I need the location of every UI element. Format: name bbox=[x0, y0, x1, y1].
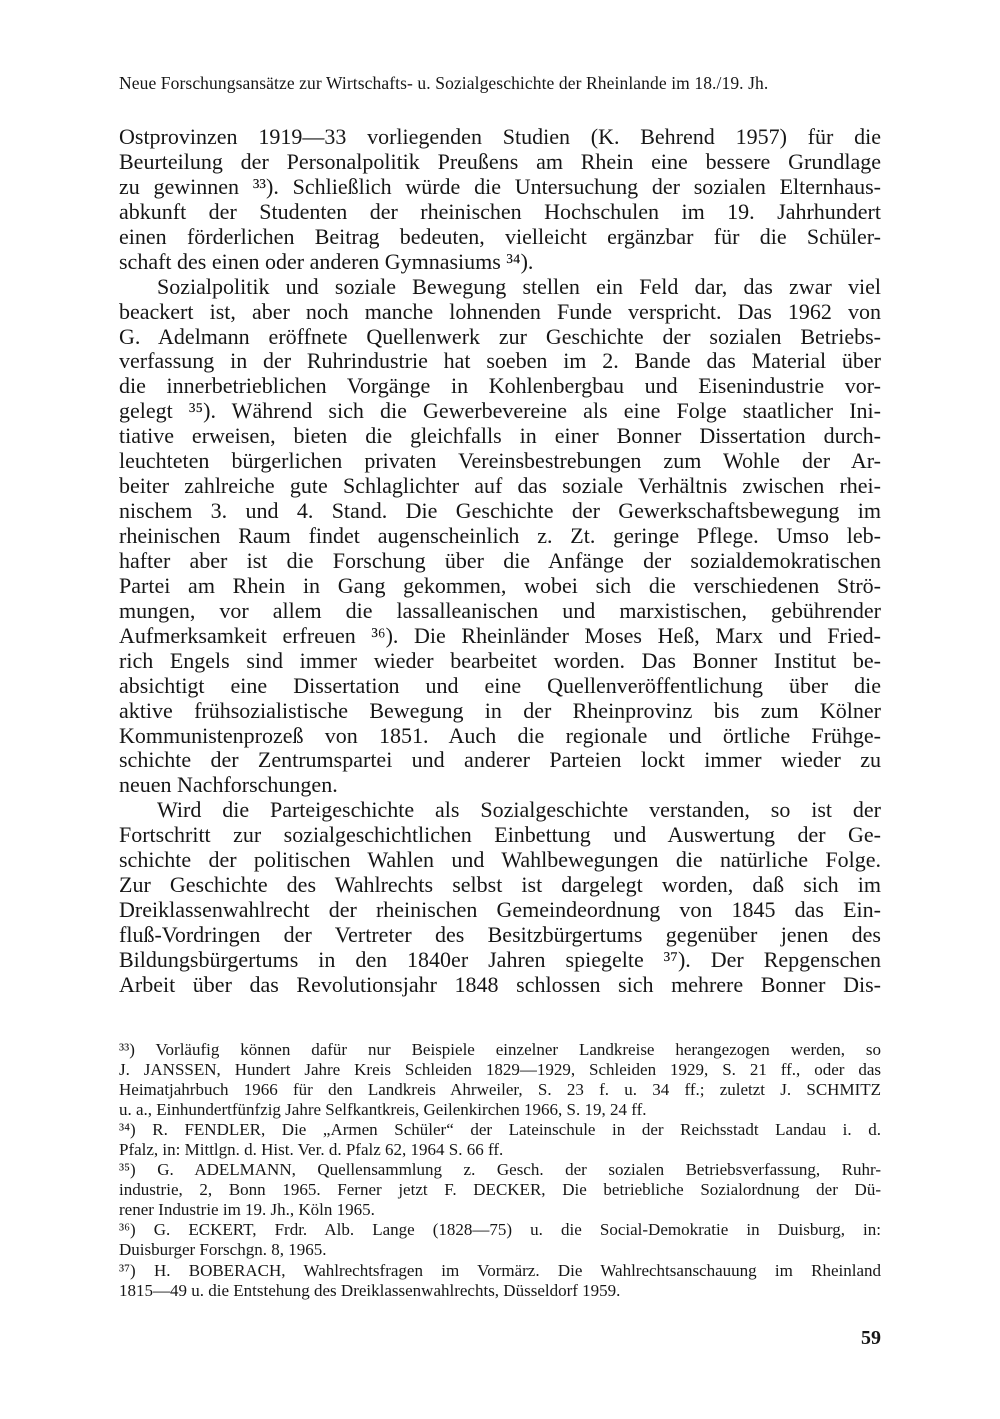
footnote-line: industrie, 2, Bonn 1965. Ferner jetzt F. DECKER, Die betriebliche Sozialordnung der Dü- bbox=[119, 1180, 881, 1200]
footnote-line: 1815—49 u. die Entstehung des Dreiklassenwahlrechts, Düsseldorf 1959. bbox=[119, 1280, 621, 1300]
text-line: hafter aber ist die Forschung über die Anfänge der sozialdemokratischen bbox=[119, 548, 881, 573]
text-line: neuen Nachforschungen. bbox=[119, 773, 338, 798]
text-line: Beurteilung der Personalpolitik Preußens am Rhein eine bessere Grundlage bbox=[119, 149, 881, 174]
footnote-line: ³³) Vorläufig können dafür nur Beispiele einzelner Landkreise herangezogen werden, so bbox=[119, 1040, 881, 1059]
text-line: Fortschritt zur sozialgeschichtlichen Einbettung und Auswertung der Ge- bbox=[119, 823, 881, 848]
text-line: beiter zahlreiche gute Schlaglichter auf das soziale Verhältnis zwischen rhei- bbox=[119, 474, 881, 499]
text-line: beackert ist, aber noch manche lohnenden Funde verspricht. Das 1962 von bbox=[119, 299, 881, 324]
text-line: Aufmerksamkeit erfreuen ³⁶). Die Rheinländer Moses Heß, Marx und Fried- bbox=[119, 623, 881, 648]
text-line: leuchteten bürgerlichen privaten Vereinsbestrebungen zum Wohle der Ar- bbox=[119, 449, 881, 474]
footnote-line: Duisburger Forschgn. 8, 1965. bbox=[119, 1240, 327, 1260]
footnote-line: ³⁵) G. ADELMANN, Quellensammlung z. Gesch. der sozialen Betriebsverfassung, Ruhr- bbox=[119, 1160, 881, 1180]
text-line: abkunft der Studenten der rheinischen Hochschulen im 19. Jahrhundert bbox=[119, 199, 881, 224]
main-text bbox=[119, 125, 881, 998]
running-head: Neue Forschungsansätze zur Wirtschafts- u. Sozialgeschichte der Rheinlande im 18./19. Jh. bbox=[119, 73, 769, 93]
text-line: einen förderlichen Beitrag bedeuten, vielleicht ergänzbar für die Schüler- bbox=[119, 224, 881, 249]
footnote-line: ³⁶) G. ECKERT, Frdr. Alb. Lange (1828—75) u. die Social-Demokratie in Duisburg, in: bbox=[119, 1220, 881, 1240]
footnote-line: Pfalz, in: Mittlgn. d. Hist. Ver. d. Pfalz 62, 1964 S. 66 ff. bbox=[119, 1140, 504, 1160]
text-line: rheinischen Raum findet augenscheinlich z. Zt. geringe Pflege. Umso leb- bbox=[119, 524, 881, 548]
footnote-line: ³⁷) H. BOBERACH, Wahlrechtsfragen im Vormärz. Die Wahlrechtsanschauung im Rheinland bbox=[119, 1260, 881, 1280]
text-line: fluß-Vordringen der Vertreter des Besitzbürgertums gegenüber jenen des bbox=[119, 923, 881, 947]
page-number: 59 bbox=[861, 1327, 881, 1349]
text-line: schaft des einen oder anderen Gymnasiums ³⁴). bbox=[119, 249, 534, 274]
text-line: G. Adelmann eröffnete Quellenwerk zur Geschichte der sozialen Betriebs- bbox=[119, 324, 881, 349]
text-line: Arbeit über das Revolutionsjahr 1848 schlossen sich mehrere Bonner Dis- bbox=[119, 972, 881, 997]
text-line: die innerbetrieblichen Vorgänge in Kohlenbergbau und Eisenindustrie vor- bbox=[119, 374, 881, 399]
text-line: mungen, vor allem die lassalleanischen und marxistischen, gebührender bbox=[119, 598, 881, 623]
text-line: nischem 3. und 4. Stand. Die Geschichte der Gewerkschaftsbewegung im bbox=[119, 499, 881, 524]
text-line: zu gewinnen ³³). Schließlich würde die Untersuchung der sozialen Elternhaus- bbox=[119, 174, 881, 199]
text-line: Sozialpolitik und soziale Bewegung stellen ein Feld dar, das zwar viel bbox=[157, 274, 881, 299]
text-line: tiative erweisen, bieten die gleichfalls in einer Bonner Dissertation durch- bbox=[119, 424, 881, 449]
text-line: Kommunistenprozeß von 1851. Auch die regionale und örtliche Frühge- bbox=[119, 723, 881, 748]
text-line: absichtigt eine Dissertation und eine Quellenveröffentlichung über die bbox=[119, 673, 881, 698]
text-line: verfassung in der Ruhrindustrie hat soeben im 2. Bande das Material über bbox=[119, 349, 881, 374]
text-line: Wird die Parteigeschichte als Sozialgeschichte verstanden, so ist der bbox=[157, 798, 881, 823]
text-line: Ostprovinzen 1919—33 vorliegenden Studien (K. Behrend 1957) für die bbox=[119, 125, 881, 149]
text-line: aktive frühsozialistische Bewegung in der Rheinprovinz bis zum Kölner bbox=[119, 698, 881, 723]
text-line: rich Engels sind immer wieder bearbeitet worden. Das Bonner Institut be- bbox=[119, 648, 881, 673]
footnote-line: Heimatjahrbuch 1966 für den Landkreis Ahrweiler, S. 23 f. u. 34 ff.; zuletzt J. SCHMITZ bbox=[119, 1080, 881, 1100]
footnote-line: J. JANSSEN, Hundert Jahre Kreis Schleiden 1829—1929, Schleiden 1929, S. 21 ff., oder das bbox=[119, 1060, 881, 1080]
text-line: schichte der politischen Wahlen und Wahlbewegungen die natürliche Folge. bbox=[119, 848, 881, 873]
text-line: Bildungsbürgertums in den 1840er Jahren spiegelte ³⁷). Der Repgenschen bbox=[119, 947, 881, 972]
footnote-line: u. a., Einhundertfünfzig Jahre Selfkantkreis, Geilenkirchen 1966, S. 19, 24 ff. bbox=[119, 1100, 647, 1120]
text-line: gelegt ³⁵). Während sich die Gewerbevereine als eine Folge staatlicher Ini- bbox=[119, 399, 881, 424]
text-line: schichte der Zentrumspartei und anderer Parteien lockt immer wieder zu bbox=[119, 748, 881, 773]
text-line: Dreiklassenwahlrecht der rheinischen Gemeindeordnung von 1845 das Ein- bbox=[119, 898, 881, 923]
text-line: Zur Geschichte des Wahlrechts selbst ist dargelegt worden, daß sich im bbox=[119, 873, 881, 898]
footnotes bbox=[119, 1040, 881, 1301]
footnote-line: ³⁴) R. FENDLER, Die „Armen Schüler“ der Lateinschule in der Reichsstadt Landau i. d. bbox=[119, 1120, 881, 1140]
footnote-line: rener Industrie im 19. Jh., Köln 1965. bbox=[119, 1200, 375, 1220]
text-line: Partei am Rhein in Gang gekommen, wobei sich die verschiedenen Strö- bbox=[119, 573, 881, 598]
